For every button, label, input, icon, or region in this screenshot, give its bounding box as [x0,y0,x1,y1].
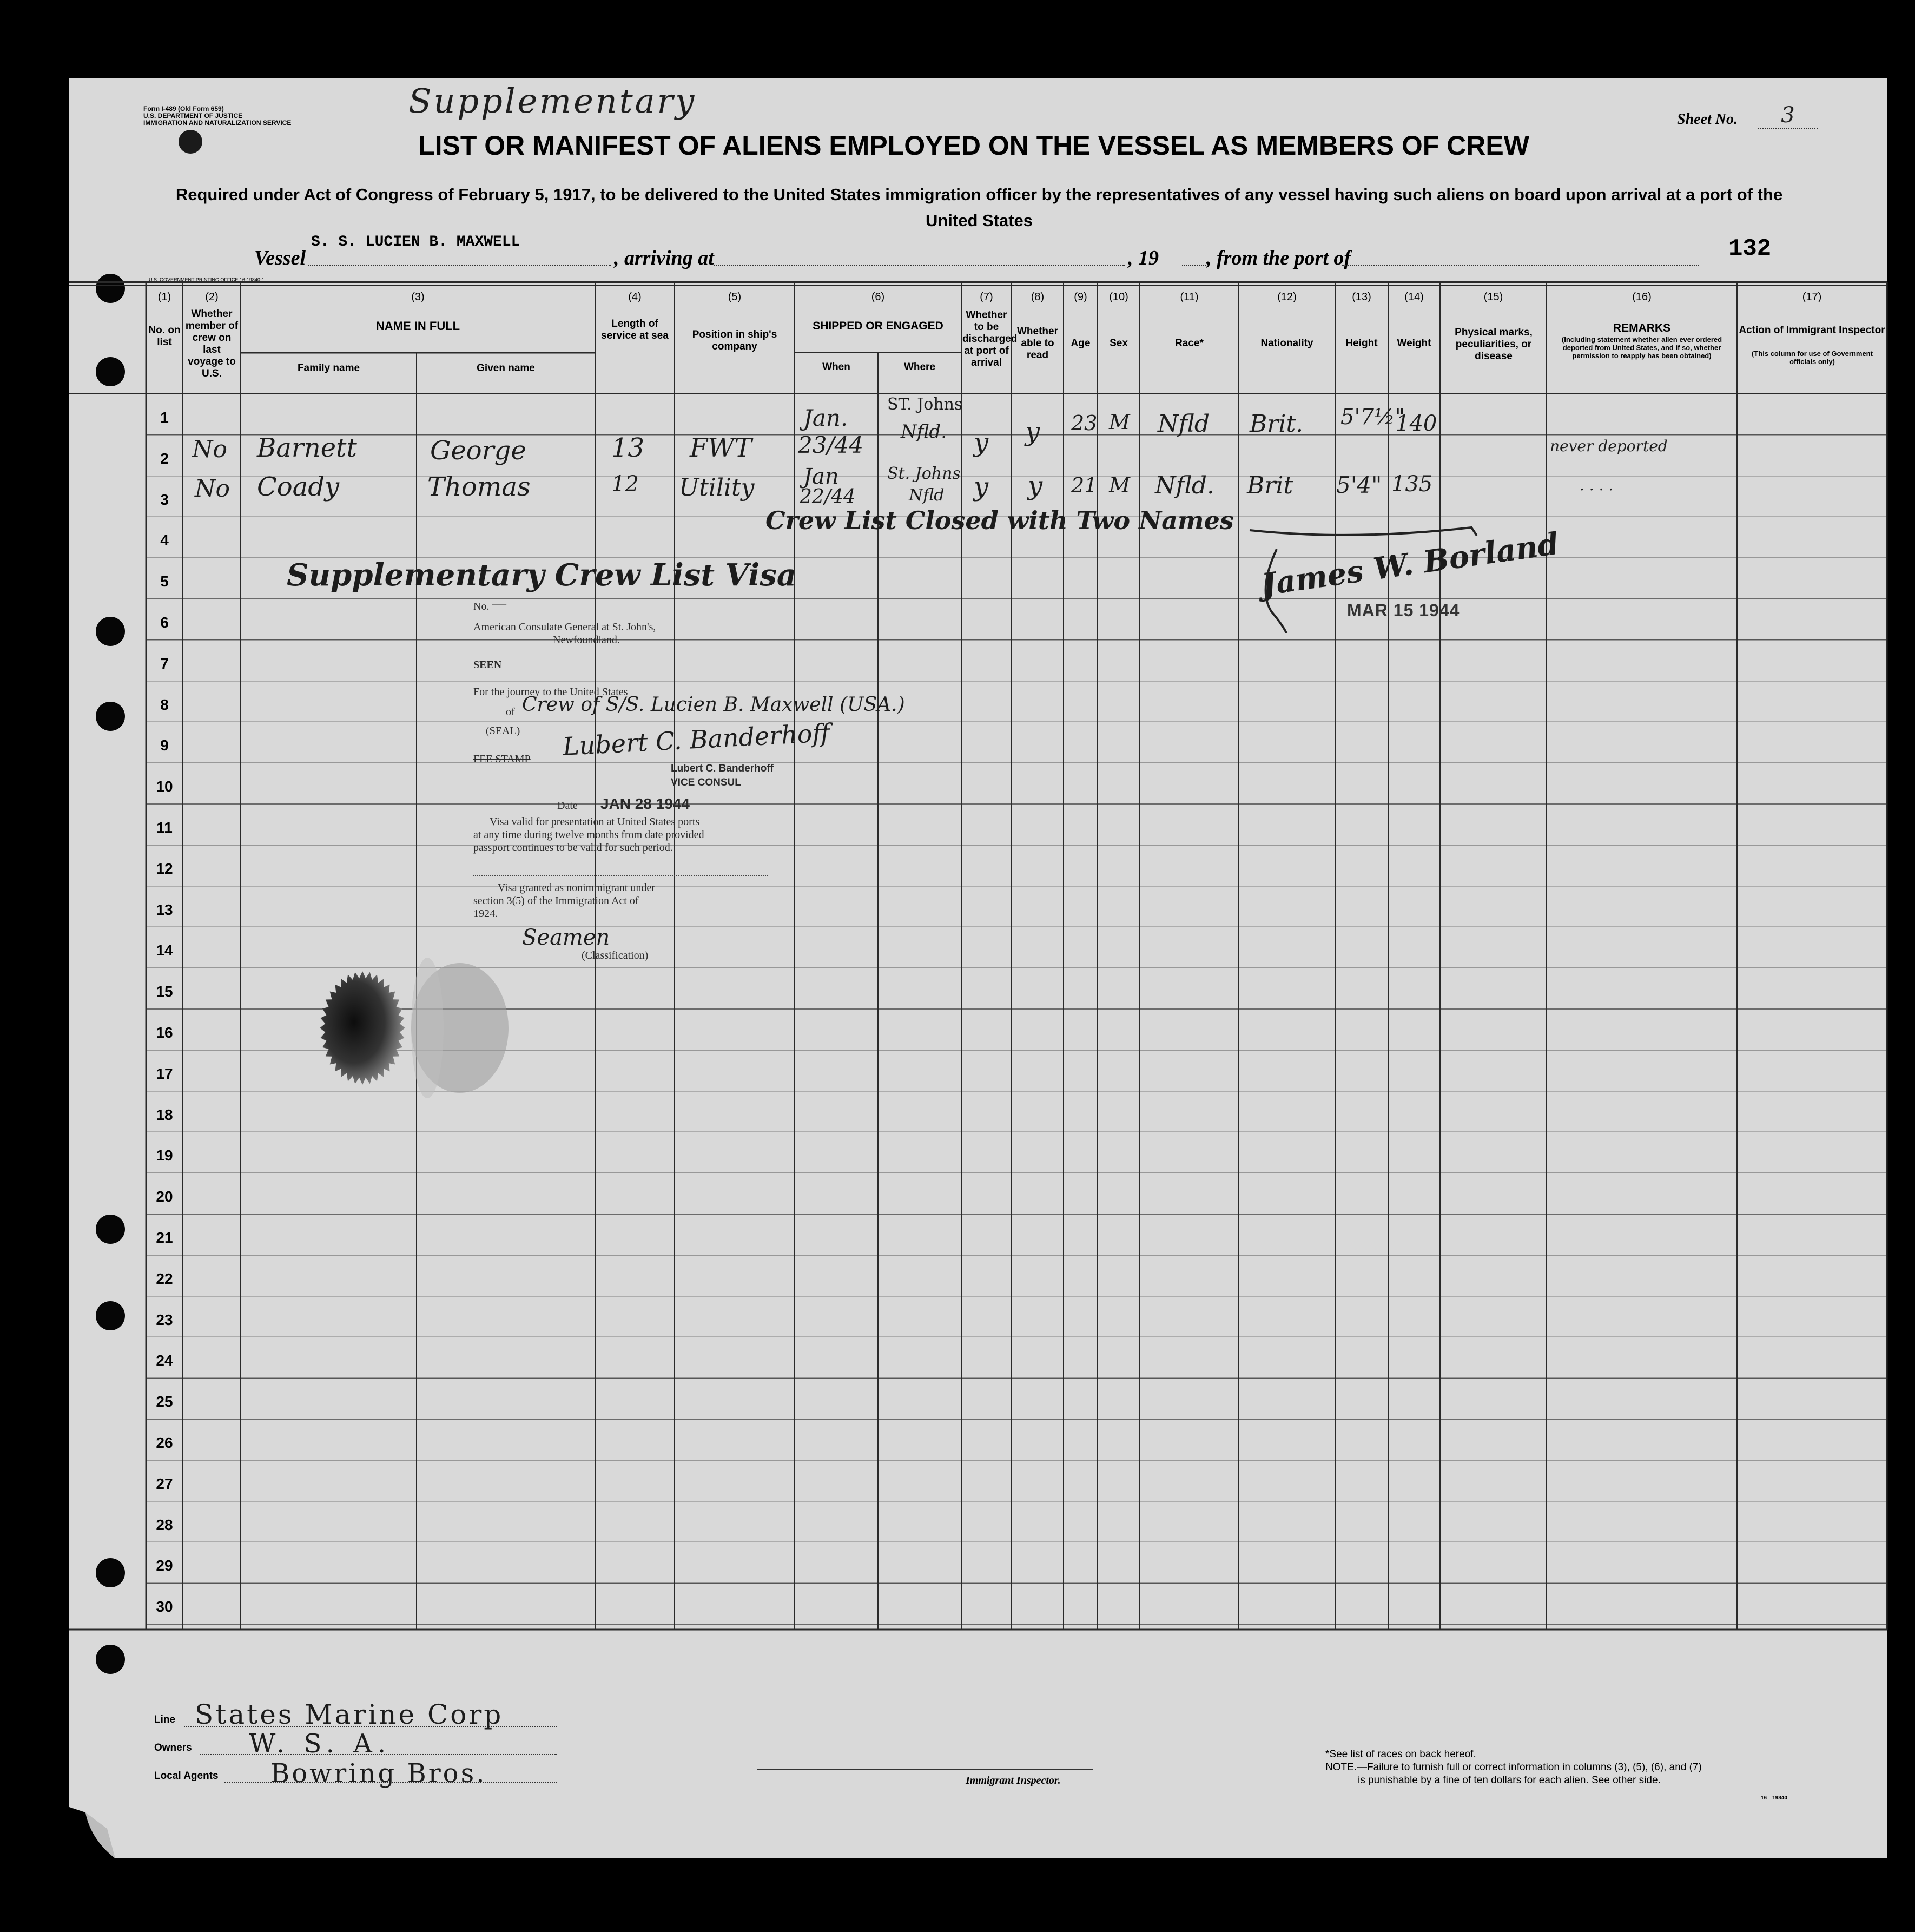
visa-fee-stamp: FEE STAMP [473,753,531,765]
inspector-signature-line [757,1769,1093,1770]
crew-2-weight: 135 [1391,472,1433,497]
owners-value: W. S. A. [249,1729,392,1759]
owners-label: Owners [154,1742,192,1753]
header-length-of-service: Length of service at sea [601,318,669,341]
visa-of-label: of [506,706,515,718]
visa-granted-line-1: Visa granted as nonimmigrant under [498,882,655,894]
header-when: When [822,361,850,373]
row-number: 18 [156,1106,173,1123]
sheet-number: 3 [1758,103,1818,129]
port-label: , from the port of [1206,247,1351,269]
col-num: (3) [411,291,425,303]
row-number: 3 [160,491,169,508]
page-number: 132 [1728,235,1772,262]
crew-1-given-name: George [430,436,526,466]
row-number: 11 [156,819,173,836]
header-discharged: Whether to be discharged at port of arrival [962,309,1018,368]
gpo-imprint: U.S. GOVERNMENT PRINTING OFFICE 16-19840-1 [149,277,265,282]
crew-2-race: Nfld. [1155,472,1214,499]
crew-2-when-date: 22/44 [800,486,856,508]
row-number: 23 [156,1311,173,1328]
row-number: 10 [156,778,173,795]
crew-1-weight: 140 [1396,411,1437,436]
row-number: 13 [156,901,173,918]
col-num: (15) [1483,291,1503,303]
header-where: Where [903,361,936,373]
crew-1-where-province: Nfld. [901,421,947,443]
crew-2-remarks: . . . . [1580,476,1614,494]
row-number: 15 [156,983,173,1000]
crew-1-length: 13 [611,433,645,463]
crew-1-when-month: Jan. [803,405,848,431]
col-num: (14) [1404,291,1424,303]
crew-2-when-month: Jan [803,464,839,489]
header-nationality: Nationality [1260,338,1313,349]
col-num: (11) [1180,291,1199,303]
visa-validity-line-1: Visa valid for presentation at United States ports [490,816,700,828]
col-num: (9) [1074,291,1087,303]
visa-no-label: No. [473,601,490,612]
col-num: (10) [1109,291,1128,303]
col-num: (16) [1632,291,1652,303]
visa-classification-value: Seamen [522,925,610,950]
row-number: 5 [160,573,169,590]
crew-1-when-date: 23/44 [798,432,864,458]
crew-2-previous-voyage: No [195,475,230,503]
row-number: 14 [156,942,173,959]
crew-1-able-to-read: y [1025,417,1040,447]
header-remarks: REMARKS [1613,322,1671,334]
col-num: (17) [1802,291,1822,303]
sheet-label: Sheet No. [1677,111,1738,128]
form-code: 16—19840 [1761,1795,1787,1801]
row-number: 21 [156,1229,173,1246]
row-number: 25 [156,1393,173,1410]
supplementary-handwritten: Supplementary [408,81,697,121]
service-name: IMMIGRATION AND NATURALIZATION SERVICE [143,119,292,127]
vessel-name: S. S. LUCIEN B. MAXWELL [311,234,520,250]
row-number: 27 [156,1475,173,1492]
vessel-label: Vessel [254,247,306,269]
immigrant-inspector-label: Immigrant Inspector. [966,1775,1061,1786]
row-number: 19 [156,1147,173,1164]
row-number: 7 [160,655,169,672]
col-num: (1) [157,291,171,303]
crew-1-remarks: never deported [1550,437,1668,455]
crew-1-age: 23 [1071,411,1098,435]
col-num: (4) [628,291,642,303]
row-number: 30 [156,1598,173,1616]
header-action: Action of Immigrant Inspector [1739,325,1885,336]
crew-2-length: 12 [611,472,639,497]
crew-list-closed-note: Crew List Closed with Two Names [765,506,1234,535]
visa-granted-line-3: 1924. [473,908,498,920]
arriving-label: , arriving at [614,247,714,269]
penalty-note-line-1: NOTE.—Failure to furnish full or correct information in columns (3), (5), (6), and (7) [1325,1762,1702,1773]
header-name-in-full: NAME IN FULL [375,319,460,333]
header-family-name: Family name [297,362,360,374]
row-number: 8 [160,696,169,713]
local-agents-value: Bowring Bros. [270,1758,487,1789]
header-height: Height [1345,338,1378,349]
visa-date-label: Date [557,800,578,812]
row-number: 12 [156,860,173,877]
header-weight: Weight [1397,338,1431,349]
header-given-name: Given name [477,362,535,374]
col-num: (7) [980,291,993,303]
row-number: 16 [156,1024,173,1041]
visa-no-value: — [492,595,506,611]
form-id: Form I-489 (Old Form 659) [143,105,224,113]
department-name: U.S. DEPARTMENT OF JUSTICE [143,112,243,120]
line-value: States Marine Corp [195,1699,504,1730]
page-subtitle: Required under Act of Congress of February 5, 1917, to be delivered to the United States immigration officer by the representatives of any vessel having such aliens on board upon arrival at a port of the United States [175,185,1783,230]
row-number: 9 [160,737,169,754]
col-num: (13) [1352,291,1371,303]
crew-1-race: Nfld [1158,410,1210,438]
header-whether-member: Whether member of crew on last voyage to U.S. [185,308,239,379]
header-no-on-list: No. on list [148,325,181,348]
crew-1-family-name: Barnett [257,433,357,463]
header-remarks-note: (Including statement whether alien ever ordered deported from United States, and if so, whether permission to reapply has been obtained) [1561,335,1722,360]
row-number: 24 [156,1352,173,1369]
crew-2-age: 21 [1071,473,1098,497]
header-physical-marks: Physical marks, peculiarities, or disease [1455,327,1533,362]
local-agents-label: Local Agents [154,1770,219,1782]
visa-heading: Supplementary Crew List Visa [287,557,797,593]
crew-2-able-to-read: y [1028,471,1043,501]
col-num: (5) [728,291,742,303]
crew-1-previous-voyage: No [192,436,227,463]
header-shipped-or-engaged: SHIPPED OR ENGAGED [813,320,943,332]
consulate-line-1: American Consulate General at St. John's, [473,621,656,633]
header-action-note: (This column for use of Government officials only) [1752,350,1873,366]
visa-validity-line-2: at any time during twelve months from date provided [473,829,704,841]
crew-2-sex: M [1109,473,1130,497]
crew-2-nationality: Brit [1247,472,1293,499]
inspector-signature: James W. Borland [1259,525,1561,603]
header-race: Race* [1175,338,1204,349]
crew-2-given-name: Thomas [427,472,531,502]
crew-1-height: 5'7½" [1340,405,1405,430]
visa-of-value: Crew of S/S. Lucien B. Maxwell (USA.) [522,694,905,716]
crew-2-family-name: Coady [257,472,340,502]
arrival-date-stamp: MAR 15 1944 [1347,601,1460,620]
visa-journey: For the journey to the United States [473,686,628,698]
row-number: 28 [156,1516,173,1533]
row-number: 6 [160,614,169,631]
vice-consul-signature: Lubert C. Banderhoff [562,718,831,761]
signature-flourish [1255,546,1320,633]
row-number: 26 [156,1434,173,1451]
visa-granted-line-2: section 3(5) of the Immigration Act of [473,895,639,907]
crew-2-where-province: Nfld [909,486,945,505]
row-number: 17 [156,1065,173,1082]
year-label: , 19 [1128,247,1159,269]
header-able-to-read: Whether able to read [1017,326,1058,361]
col-num: (8) [1031,291,1045,303]
crew-2-discharged: y [974,472,989,502]
row-number: 1 [160,409,169,426]
crew-2-where-city: St. Johns [887,464,961,483]
visa-seal: (SEAL) [486,725,520,737]
crew-1-nationality: Brit. [1250,410,1304,438]
crew-2-height: 5'4" [1336,472,1382,498]
races-note: *See list of races on back hereof. [1325,1749,1476,1760]
vice-consul-name: Lubert C. Banderhoff [671,763,774,774]
crew-1-where-city: ST. Johns [887,395,963,414]
crew-2-position: Utility [679,474,755,502]
row-number: 29 [156,1557,173,1574]
row-number: 22 [156,1270,173,1287]
consulate-line-2: Newfoundland. [553,634,620,646]
visa-classification-label: (Classification) [582,949,649,961]
row-number: 2 [160,450,169,467]
visa-divider [473,875,768,876]
header-sex: Sex [1110,338,1128,349]
line-label: Line [154,1714,176,1725]
penalty-note-line-2: is punishable by a fine of ten dollars for each alien. See other side. [1358,1775,1661,1786]
consular-seal-emboss [303,947,530,1109]
header-position: Position in ship's company [692,329,777,352]
vice-consul-title: VICE CONSUL [671,777,741,788]
folded-corner [69,1807,118,1861]
crew-1-position: FWT [690,433,752,463]
visa-validity-line-3: passport continues to be valid for such period. [473,842,673,854]
crew-1-sex: M [1109,410,1130,434]
col-num: (12) [1277,291,1297,303]
crew-1-discharged: y [974,427,989,458]
row-number: 4 [160,532,169,549]
visa-date-value: JAN 28 1944 [600,795,690,812]
visa-seen: SEEN [473,659,502,671]
header-age: Age [1071,338,1091,349]
row-number: 20 [156,1188,173,1205]
col-num: (6) [871,291,885,303]
col-num: (2) [205,291,219,303]
page-title: LIST OR MANIFEST OF ALIENS EMPLOYED ON THE VESSEL AS MEMBERS OF CREW [418,130,1529,161]
